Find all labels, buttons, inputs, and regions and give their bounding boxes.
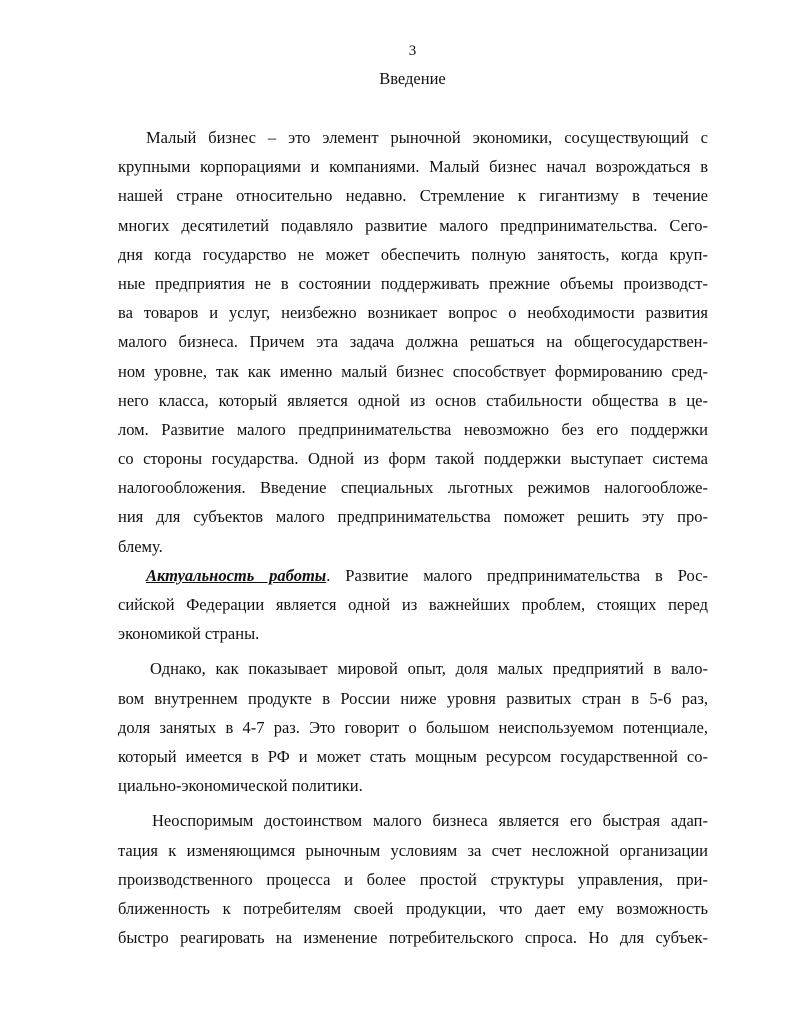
paragraph-world-experience <box>118 654 708 800</box>
text-line: лом. Развитие малого предпринимательства невозможно без его поддержки <box>118 419 708 439</box>
text-line: со стороны государства. Одной из форм такой поддержки выступает система <box>118 449 708 469</box>
text-line: него класса, который является одной из основ стабильности общества в це- <box>118 390 708 410</box>
paragraph-relevance <box>118 561 708 649</box>
text-line: быстро реагировать на изменение потребительского спроса. Но для субъек- <box>118 928 708 948</box>
text-line: ва товаров и услуг, неизбежно возникает вопрос о необходимости развития <box>118 303 708 323</box>
paragraph-intro <box>118 123 708 561</box>
paragraph-advantages <box>118 806 708 952</box>
text-line: малого бизнеса. Причем эта задача должна решаться на общегосударствен- <box>118 332 708 352</box>
text-line: Неоспоримым достоинством малого бизнеса является его быстрая адап- <box>152 811 708 831</box>
text-line: крупными корпорациями и компаниями. Малый бизнес начал возрождаться в <box>118 157 708 177</box>
text-line: Малый бизнес – это элемент рыночной экономики, сосуществующий с <box>146 128 708 147</box>
text-line: ном уровне, так как именно малый бизнес способствует формированию сред- <box>118 361 708 381</box>
text-line <box>118 561 708 590</box>
text-line: ближенность к потребителям своей продукции, что дает ему возможность <box>118 898 708 918</box>
text-line: многих десятилетий подавляло развитие малого предпринимательства. Сего- <box>118 215 708 235</box>
text-line: блему. <box>118 536 163 556</box>
text-line: сийской Федерации является одной из важнейших проблем, стоящих перед <box>118 595 708 614</box>
text-line: вом внутреннем продукте в России ниже уровня развитых стран в 5-6 раз, <box>118 688 708 708</box>
text-line: экономикой страны. <box>118 624 260 644</box>
text-line: налогообложения. Введение специальных льготных режимов налогообложе- <box>118 478 708 498</box>
text-line: нашей стране относительно недавно. Стремление к гигантизму в течение <box>118 186 708 206</box>
page-number: 3 <box>408 43 417 59</box>
text-line: ния для субъектов малого предпринимательства поможет решить эту про- <box>118 507 708 527</box>
text-fragment: . Развитие малого предпринимательства в Рос- <box>326 565 708 585</box>
page-title: Введение <box>379 69 446 88</box>
text-line: доля занятых в 4-7 раз. Это говорит о большом неиспользуемом потенциале, <box>118 717 708 737</box>
text-line: тация к изменяющимся рыночным условиям за счет несложной организации <box>118 840 708 860</box>
document-body <box>118 123 708 952</box>
text-line: дня когда государство не может обеспечить полную занятость, когда круп- <box>118 244 708 264</box>
text-line: Однако, как показывает мировой опыт, доля малых предприятий в вало- <box>150 659 708 679</box>
text-line: производственного процесса и более простой структуры управления, при- <box>118 869 708 889</box>
text-line: циально-экономической политики. <box>118 776 363 796</box>
text-line: ные предприятия не в состоянии поддерживать прежние объемы производст- <box>118 273 708 293</box>
text-line: который имеется в РФ и может стать мощным ресурсом государственной со- <box>118 746 708 766</box>
relevance-heading: Актуальность работы <box>146 565 327 585</box>
